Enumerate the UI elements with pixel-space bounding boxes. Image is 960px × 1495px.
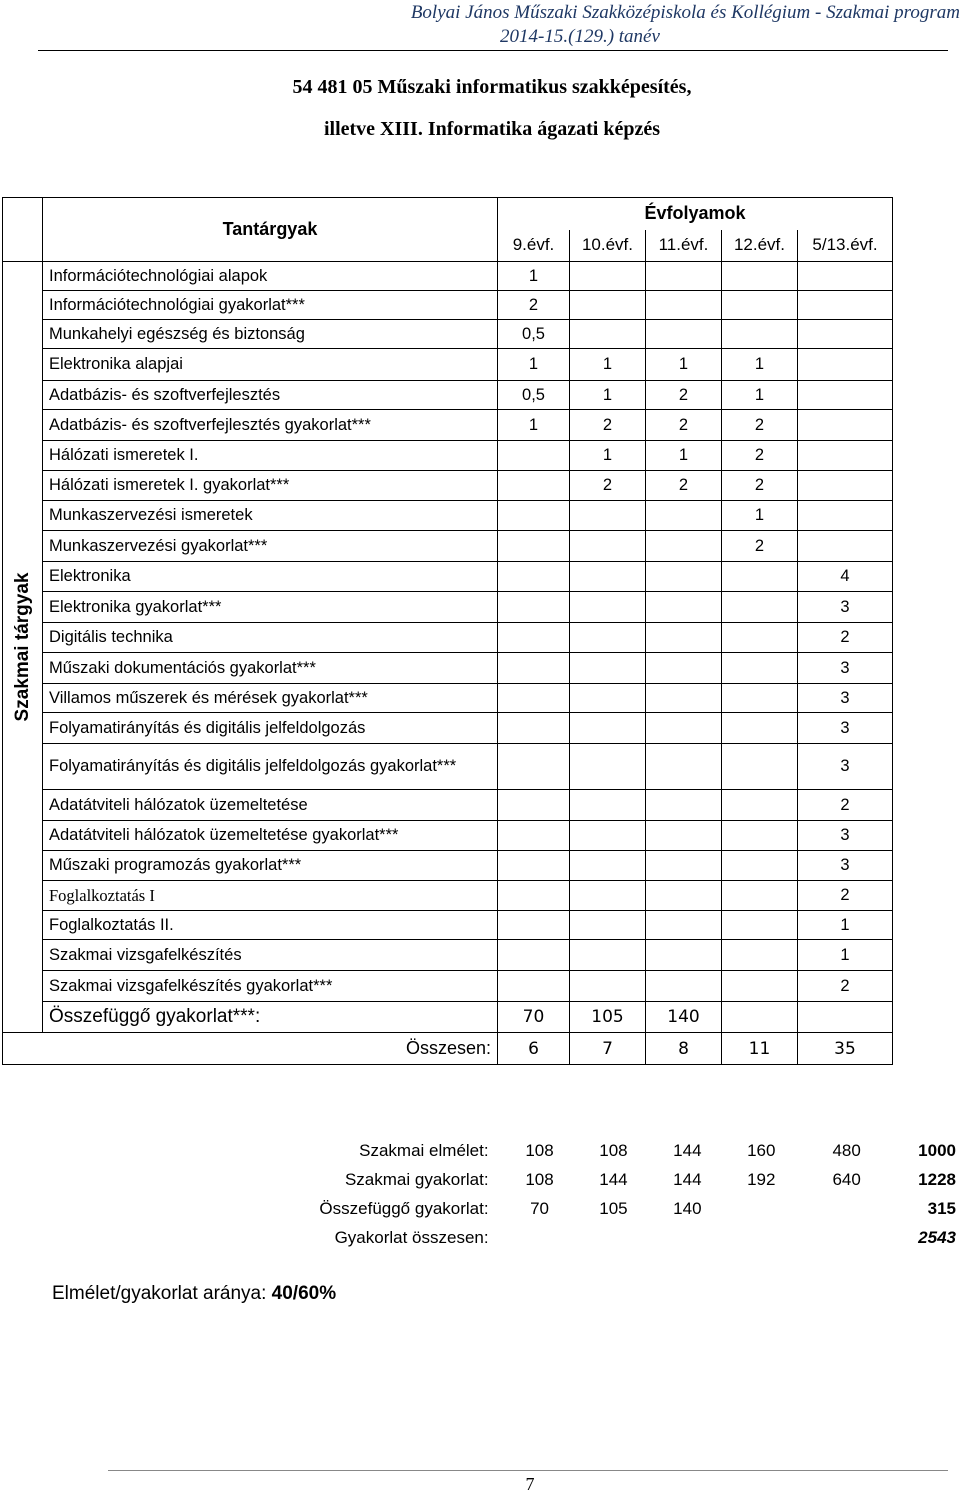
year-column-header: 11.évf. — [646, 230, 722, 262]
summary-value — [798, 1194, 895, 1223]
hours-cell — [570, 881, 646, 911]
summary-value — [503, 1223, 577, 1252]
subject-name: Munkaszervezési gyakorlat*** — [43, 531, 498, 562]
hours-cell — [570, 911, 646, 940]
hours-cell — [798, 1002, 893, 1033]
summary-value — [724, 1194, 798, 1223]
hours-cell — [498, 971, 570, 1002]
hours-cell — [798, 531, 893, 562]
summary-row — [280, 1165, 960, 1194]
hours-cell — [570, 592, 646, 623]
subject-name: Folyamatirányítás és digitális jelfeldolgozás — [43, 713, 498, 744]
hours-cell — [498, 623, 570, 653]
table-row — [3, 1002, 893, 1033]
hours-cell — [798, 291, 893, 320]
hours-cell: 2 — [798, 790, 893, 821]
hours-cell — [570, 790, 646, 821]
summary-value — [724, 1223, 798, 1252]
hours-cell: 2 — [722, 471, 798, 501]
page-title: 54 481 05 Műszaki informatikus szakképesítés, — [292, 76, 692, 98]
hours-cell — [646, 911, 722, 940]
hours-cell: 2 — [498, 291, 570, 320]
table-row — [3, 881, 893, 911]
hours-cell — [646, 501, 722, 531]
hours-cell: 2 — [570, 471, 646, 501]
subject-name: Hálózati ismeretek I. — [43, 441, 498, 471]
subject-name: Munkahelyi egészség és biztonság — [43, 320, 498, 349]
hours-cell — [570, 684, 646, 713]
table-row — [3, 562, 893, 592]
hours-cell — [722, 653, 798, 684]
hours-cell — [498, 744, 570, 790]
hours-cell — [498, 441, 570, 471]
subject-name: Digitális technika — [43, 623, 498, 653]
summary-row — [280, 1136, 960, 1165]
hours-cell: 2 — [722, 441, 798, 471]
hours-cell: 1 — [498, 262, 570, 291]
summary-value — [576, 1223, 650, 1252]
table-row — [3, 592, 893, 623]
table-row — [3, 410, 893, 441]
hours-cell: 2 — [646, 381, 722, 410]
hours-cell — [646, 684, 722, 713]
hours-cell — [722, 684, 798, 713]
hours-cell — [646, 320, 722, 349]
summary-value — [650, 1223, 724, 1252]
hours-cell: 1 — [722, 381, 798, 410]
total-cell: 8 — [646, 1033, 722, 1065]
subject-name: Munkaszervezési ismeretek — [43, 501, 498, 531]
table-row — [3, 940, 893, 971]
hours-cell — [646, 821, 722, 851]
hours-cell — [798, 410, 893, 441]
summary-value: 140 — [673, 1198, 702, 1218]
table-row — [3, 501, 893, 531]
header-divider — [38, 50, 948, 51]
table-row — [3, 653, 893, 684]
hours-cell — [498, 562, 570, 592]
hours-cell — [646, 713, 722, 744]
summary-value: 108 — [525, 1169, 554, 1189]
hours-cell — [722, 592, 798, 623]
hours-cell — [646, 592, 722, 623]
subject-name: Adatátviteli hálózatok üzemeltetése gyakorlat*** — [43, 821, 498, 851]
hours-cell — [722, 790, 798, 821]
hours-cell: 2 — [798, 623, 893, 653]
subject-name: Adatbázis- és szoftverfejlesztés gyakorlat*** — [43, 410, 498, 441]
hours-cell — [570, 501, 646, 531]
hours-cell — [798, 471, 893, 501]
hours-cell — [646, 291, 722, 320]
summary-value: 70 — [530, 1198, 549, 1218]
subject-name: Adatátviteli hálózatok üzemeltetése — [43, 790, 498, 821]
hours-cell: 3 — [798, 851, 893, 881]
subject-name: Információtechnológiai alapok — [43, 262, 498, 291]
hours-cell — [722, 291, 798, 320]
hours-cell — [498, 713, 570, 744]
table-row — [3, 349, 893, 381]
hours-cell — [498, 851, 570, 881]
hours-cell — [498, 592, 570, 623]
hours-cell — [646, 940, 722, 971]
subject-name: Összefüggő gyakorlat***: — [43, 1002, 498, 1033]
hours-cell — [646, 262, 722, 291]
hours-cell — [798, 349, 893, 381]
summary-table — [280, 1136, 960, 1252]
page-subtitle: illetve XIII. Informatika ágazati képzés — [323, 118, 661, 140]
summary-value: 108 — [525, 1140, 554, 1160]
hours-cell: 1 — [798, 940, 893, 971]
table-row — [3, 262, 893, 291]
corner-cell — [3, 198, 43, 262]
ratio-label: Elmélet/gyakorlat aránya: — [52, 1283, 272, 1304]
hours-cell — [570, 262, 646, 291]
hours-cell — [570, 623, 646, 653]
hours-cell: 3 — [798, 744, 893, 790]
total-cell: 35 — [798, 1033, 893, 1065]
year-column-header: 12.évf. — [722, 230, 798, 262]
subject-name: Műszaki programozás gyakorlat*** — [43, 851, 498, 881]
hours-cell — [570, 320, 646, 349]
group-label-cell — [3, 262, 43, 1033]
subject-name: Hálózati ismeretek I. gyakorlat*** — [43, 471, 498, 501]
subject-name: Elektronika gyakorlat*** — [43, 592, 498, 623]
header-school-name: Bolyai János Műszaki Szakközépiskola és Kollégium - Szakmai program — [410, 2, 960, 23]
hours-cell — [570, 291, 646, 320]
summary-value — [798, 1223, 895, 1252]
hours-cell — [498, 501, 570, 531]
hours-cell: 1 — [798, 911, 893, 940]
table-row — [3, 291, 893, 320]
hours-cell: 3 — [798, 713, 893, 744]
table-row — [3, 684, 893, 713]
total-cell: 6 — [498, 1033, 570, 1065]
hours-cell — [798, 320, 893, 349]
summary-label: Szakmai elmélet: — [359, 1140, 489, 1160]
hours-cell — [798, 441, 893, 471]
summary-row — [280, 1194, 960, 1223]
summary-row — [280, 1223, 960, 1252]
table-row — [3, 851, 893, 881]
year-column-header: 9.évf. — [498, 230, 570, 262]
year-column-header: 5/13.évf. — [798, 230, 893, 262]
summary-value: 144 — [673, 1169, 702, 1189]
hours-cell — [722, 971, 798, 1002]
hours-cell — [498, 684, 570, 713]
table-row — [3, 713, 893, 744]
hours-cell — [722, 320, 798, 349]
hours-cell: 2 — [798, 881, 893, 911]
hours-cell: 2 — [722, 410, 798, 441]
hours-cell — [722, 940, 798, 971]
hours-cell — [646, 562, 722, 592]
subjects-header: Tantárgyak — [43, 198, 498, 262]
summary-label: Szakmai gyakorlat: — [344, 1169, 489, 1189]
hours-cell — [570, 744, 646, 790]
table-row — [3, 471, 893, 501]
summary-total: 1228 — [918, 1169, 956, 1189]
hours-cell — [722, 851, 798, 881]
hours-cell — [722, 562, 798, 592]
subject-name: Foglalkoztatás II. — [43, 911, 498, 940]
theory-practice-ratio — [52, 1283, 336, 1305]
hours-cell — [498, 911, 570, 940]
hours-cell: 2 — [646, 471, 722, 501]
subject-name: Villamos műszerek és mérések gyakorlat*** — [43, 684, 498, 713]
header-school-year: 2014-15.(129.) tanév — [500, 26, 660, 47]
hours-cell: 3 — [798, 592, 893, 623]
hours-cell: 1 — [646, 349, 722, 381]
hours-cell — [498, 471, 570, 501]
subject-name: Elektronika — [43, 562, 498, 592]
summary-value: 480 — [832, 1140, 861, 1160]
ratio-value: 40/60% — [271, 1283, 337, 1304]
hours-cell: 105 — [570, 1002, 646, 1033]
hours-cell — [722, 881, 798, 911]
hours-cell: 1 — [722, 349, 798, 381]
table-row — [3, 911, 893, 940]
page-number: 7 — [525, 1474, 535, 1494]
hours-cell — [646, 851, 722, 881]
hours-cell: 2 — [646, 410, 722, 441]
hours-cell — [722, 262, 798, 291]
footer-divider — [108, 1470, 948, 1471]
hours-cell: 1 — [570, 381, 646, 410]
hours-cell: 3 — [798, 684, 893, 713]
curriculum-table — [2, 197, 893, 1065]
hours-cell — [570, 851, 646, 881]
hours-cell — [646, 531, 722, 562]
table-row — [3, 790, 893, 821]
hours-cell — [646, 790, 722, 821]
hours-cell: 0,5 — [498, 381, 570, 410]
hours-cell: 0,5 — [498, 320, 570, 349]
hours-cell — [646, 971, 722, 1002]
summary-value: 192 — [747, 1169, 776, 1189]
table-row — [3, 381, 893, 410]
hours-cell: 1 — [570, 349, 646, 381]
subject-name: Műszaki dokumentációs gyakorlat*** — [43, 653, 498, 684]
subject-name: Információtechnológiai gyakorlat*** — [43, 291, 498, 320]
hours-cell: 1 — [570, 441, 646, 471]
summary-value: 105 — [599, 1198, 628, 1218]
summary-value: 144 — [599, 1169, 628, 1189]
hours-cell — [646, 623, 722, 653]
subject-name: Szakmai vizsgafelkészítés — [43, 940, 498, 971]
table-row — [3, 744, 893, 790]
subject-name: Adatbázis- és szoftverfejlesztés — [43, 381, 498, 410]
summary-value: 160 — [747, 1140, 776, 1160]
hours-cell — [570, 653, 646, 684]
hours-cell — [498, 531, 570, 562]
hours-cell: 1 — [498, 410, 570, 441]
summary-total: 1000 — [918, 1140, 956, 1160]
hours-cell — [646, 881, 722, 911]
hours-cell — [498, 790, 570, 821]
hours-cell: 2 — [722, 531, 798, 562]
hours-cell — [722, 1002, 798, 1033]
table-row — [3, 441, 893, 471]
hours-cell — [498, 821, 570, 851]
subject-name: Foglalkoztatás I — [43, 881, 498, 911]
subject-name: Elektronika alapjai — [43, 349, 498, 381]
hours-cell — [722, 713, 798, 744]
table-row — [3, 623, 893, 653]
hours-cell — [722, 623, 798, 653]
hours-cell: 140 — [646, 1002, 722, 1033]
total-cell: 7 — [570, 1033, 646, 1065]
hours-cell — [498, 881, 570, 911]
hours-cell: 70 — [498, 1002, 570, 1033]
hours-cell: 2 — [570, 410, 646, 441]
hours-cell — [646, 653, 722, 684]
total-label: Összesen: — [3, 1033, 498, 1065]
subject-name: Folyamatirányítás és digitális jelfeldolgozás gyakorlat*** — [43, 744, 498, 790]
summary-label: Összefüggő gyakorlat: — [319, 1198, 489, 1218]
hours-cell — [798, 501, 893, 531]
table-row — [3, 531, 893, 562]
years-header: Évfolyamok — [498, 198, 893, 230]
hours-cell — [570, 821, 646, 851]
hours-cell: 3 — [798, 821, 893, 851]
hours-cell — [798, 381, 893, 410]
hours-cell: 1 — [722, 501, 798, 531]
hours-cell: 2 — [798, 971, 893, 1002]
hours-cell — [498, 653, 570, 684]
table-row — [3, 971, 893, 1002]
hours-cell — [570, 971, 646, 1002]
summary-label: Gyakorlat összesen: — [334, 1227, 489, 1247]
hours-cell — [570, 940, 646, 971]
year-column-header: 10.évf. — [570, 230, 646, 262]
table-row — [3, 320, 893, 349]
group-label: Szakmai tárgyak — [11, 572, 33, 722]
hours-cell: 4 — [798, 562, 893, 592]
hours-cell: 3 — [798, 653, 893, 684]
total-cell: 11 — [722, 1033, 798, 1065]
summary-value: 640 — [832, 1169, 861, 1189]
summary-total: 2543 — [918, 1227, 956, 1247]
hours-cell — [570, 531, 646, 562]
hours-cell — [498, 940, 570, 971]
summary-value: 108 — [599, 1140, 628, 1160]
subject-name: Szakmai vizsgafelkészítés gyakorlat*** — [43, 971, 498, 1002]
summary-value: 144 — [673, 1140, 702, 1160]
table-row — [3, 821, 893, 851]
hours-cell — [570, 562, 646, 592]
total-row — [3, 1033, 893, 1065]
hours-cell: 1 — [498, 349, 570, 381]
hours-cell — [722, 821, 798, 851]
hours-cell — [798, 262, 893, 291]
hours-cell — [722, 911, 798, 940]
hours-cell — [570, 713, 646, 744]
summary-total: 315 — [927, 1198, 956, 1218]
hours-cell — [646, 744, 722, 790]
hours-cell — [722, 744, 798, 790]
hours-cell: 1 — [646, 441, 722, 471]
